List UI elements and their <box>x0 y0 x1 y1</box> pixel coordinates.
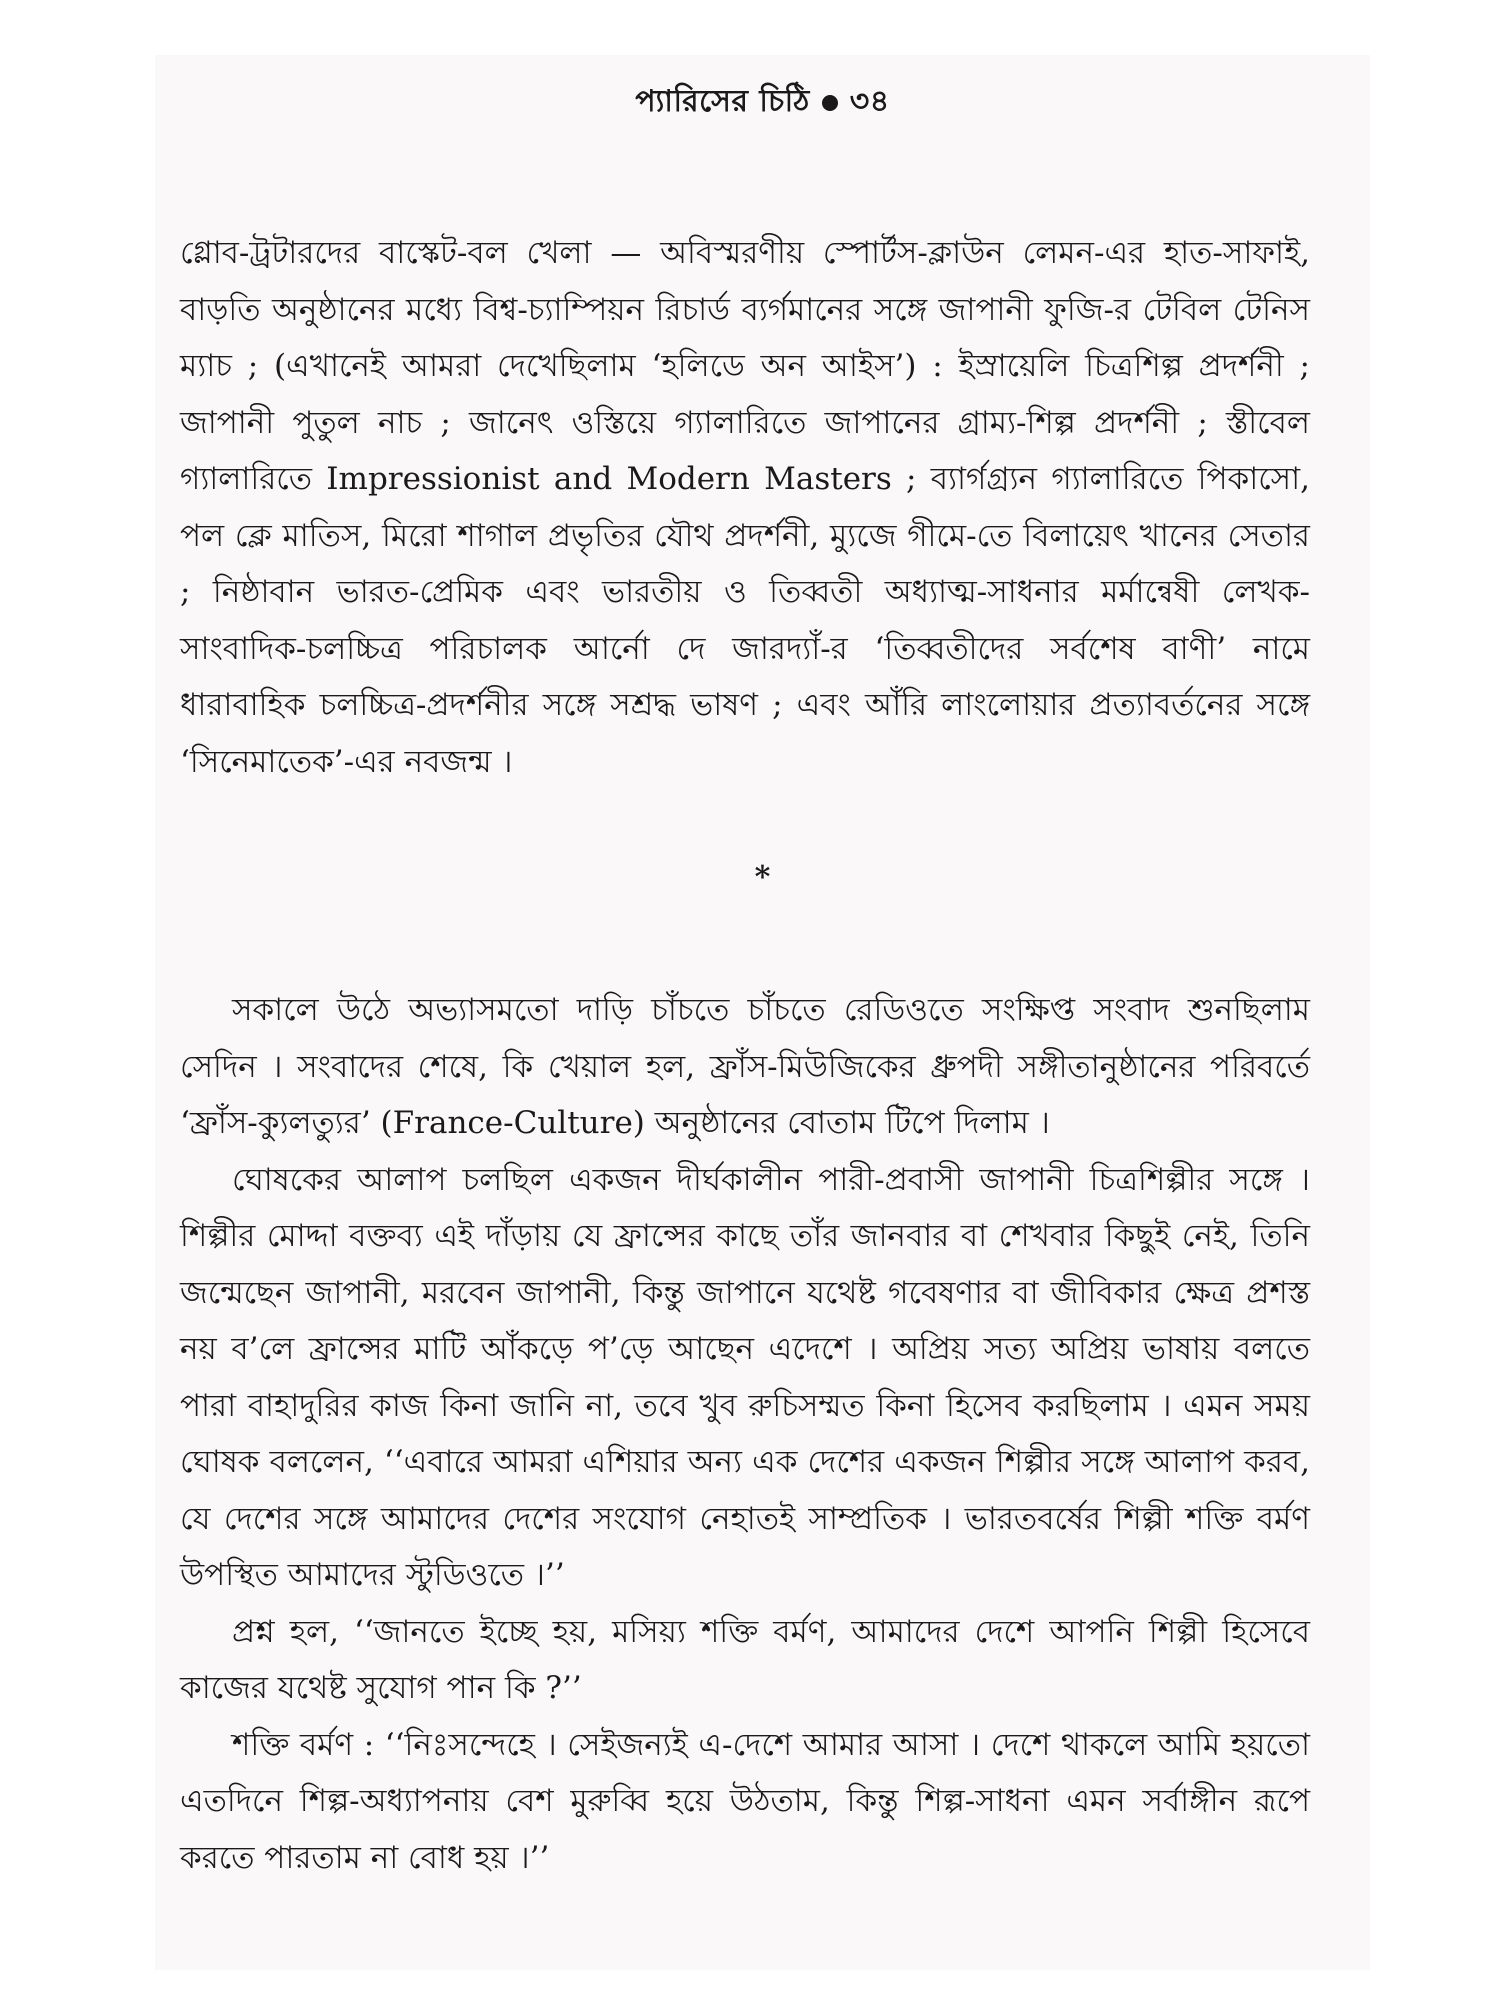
paragraph-interview: ঘোষকের আলাপ চলছিল একজন দীর্ঘকালীন পারী-প্রবাসী জাপানী চিত্রশিল্পীর সঙ্গে । শিল্পীর মোদ্দা বক্তব্য এই দাঁড়ায় যে ফ্রান্সের কাছে তাঁর জানবার বা শেখবার কিছুই নেই, তিনি জন্মেছেন জাপানী, মরবেন জাপানী, কিন্তু জাপানে যথেষ্ট গবেষণার বা জীবিকার ক্ষেত্র প্রশস্ত নয় ব’লে ফ্রান্সের মাটি আঁকড়ে প’ড়ে আছেন এদেশে । অপ্রিয় সত্য অপ্রিয় ভাষায় বলতে পারা বাহাদুরির কাজ কিনা জানি না, তবে খুব রুচিসম্মত কিনা হিসেব করছিলাম । এমন সময় ঘোষক বললেন, ‘‘এবারে আমরা এশিয়ার অন্য এক দেশের একজন শিল্পীর সঙ্গে আলাপ করব, যে দেশের সঙ্গে আমাদের দেশের সংযোগ নেহাতই সাম্প্রতিক । ভারতবর্ষের শিল্পী শক্তি বর্মণ উপস্থিত আমাদের স্টুডিওতে ।’’ <box>180 1161 1310 1593</box>
page-number: ৩৪ <box>849 84 890 119</box>
header-title: প্যারিসের চিঠি <box>635 84 810 119</box>
paragraph-answer: শক্তি বর্মণ : ‘‘নিঃসন্দেহে । সেইজন্যই এ-দেশে আমার আসা । দেশে থাকলে আমি হয়তো এতদিনে শিল্প-অধ্যাপনায় বেশ মুরুব্বি হয়ে উঠতাম, কিন্তু শিল্প-সাধনা এমন সর্বাঙ্গীন রূপে করতে পারতাম না বোধ হয় ।’’ <box>180 1726 1310 1876</box>
bullet-dot-icon <box>822 95 838 111</box>
section-separator: * <box>754 860 771 895</box>
text-block-2 <box>180 982 1310 1886</box>
book-page <box>155 55 1370 1970</box>
text-block-1 <box>180 225 1310 790</box>
page-margin <box>0 0 155 2000</box>
paragraph-question: প্রশ্ন হল, ‘‘জানতে ইচ্ছে হয়, মসিয়্য শক্তি বর্মণ, আমাদের দেশে আপনি শিল্পী হিসেবে কাজের যথেষ্ট সুযোগ পান কি ?’’ <box>180 1613 1310 1706</box>
paragraph-radio: সকালে উঠে অভ্যাসমতো দাড়ি চাঁচতে চাঁচতে রেডিওতে সংক্ষিপ্ত সংবাদ শুনছিলাম সেদিন । সংবাদের শেষে, কি খেয়াল হল, ফ্রাঁস-মিউজিকের ধ্রুপদী সঙ্গীতানুষ্ঠানের পরিবর্তে ‘ফ্রাঁস-ক্যুলত্যুর’ (France-Culture) অনুষ্ঠানের বোতাম টিপে দিলাম । <box>180 992 1310 1141</box>
paragraph-events-list: গ্লোব-ট্রটারদের বাস্কেট-বল খেলা — অবিস্মরণীয় স্পোর্টস-ক্লাউন লেমন-এর হাত-সাফাই, বাড়তি অনুষ্ঠানের মধ্যে বিশ্ব-চ্যাম্পিয়ন রিচার্ড ব্যর্গমানের সঙ্গে জাপানী ফুজি-র টেবিল টেনিস ম্যাচ ; (এখানেই আমরা দেখেছিলাম ‘হলিডে অন আইস’) : ইস্রায়েলি চিত্রশিল্প প্রদর্শনী ; জাপানী পুতুল নাচ ; জানেৎ ওস্তিয়ে গ্যালারিতে জাপানের গ্রাম্য-শিল্প প্রদর্শনী ; স্তীবেল গ্যালারিতে Impressionist and Modern Masters ; ব্যার্গগ্র্যন গ্যালারিতে পিকাসো, পল ক্লে মাতিস, মিরো শাগাল প্রভৃতির যৌথ প্রদর্শনী, ম্যুজে গীমে-তে বিলায়েৎ খানের সেতার ; নিষ্ঠাবান ভারত-প্রেমিক এবং ভারতীয় ও তিব্বতী অধ্যাত্ম-সাধনার মর্মান্বেষী লেখক-সাংবাদিক-চলচ্চিত্র পরিচালক আর্নো দে জারদ্যাঁ-র ‘তিব্বতীদের সর্বশেষ বাণী’ নামে ধারাবাহিক চলচ্চিত্র-প্রদর্শনীর সঙ্গে সশ্রদ্ধ ভাষণ ; এবং আঁরি লাংলোয়ার প্রত্যাবর্তনের সঙ্গে ‘সিনেমাতেক’-এর নবজন্ম । <box>180 235 1310 780</box>
running-header <box>155 77 1370 128</box>
